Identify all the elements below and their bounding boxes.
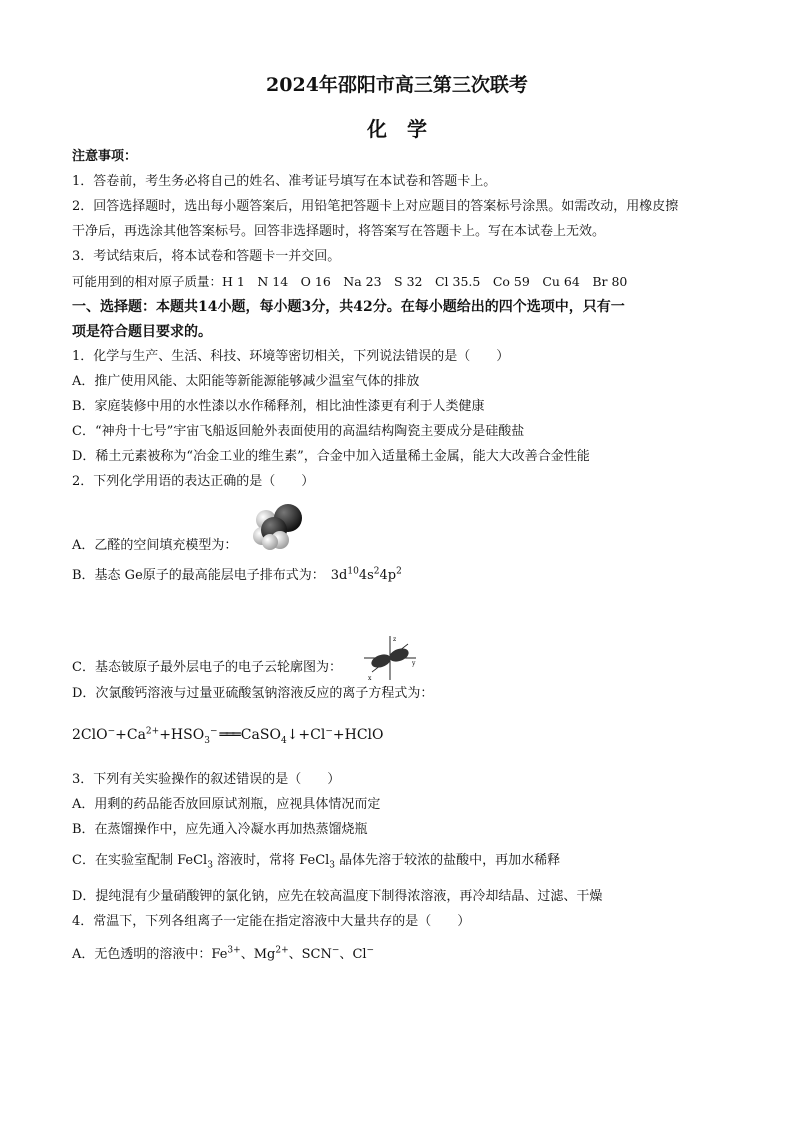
q3-c-sub: 3 xyxy=(207,860,213,871)
q2-option-a xyxy=(72,537,237,555)
eq-part: 2ClO xyxy=(72,727,108,743)
section-1-heading-cont: 项是符合题目要求的。 xyxy=(72,324,212,340)
q1-option-d: D．稀土元素被称为“冶金工业的维生素”，合金中加入适量稀土金属，能大大改善合金性能 xyxy=(72,449,590,464)
q2-option-a-text: A．乙醛的空间填充模型为： xyxy=(72,538,238,553)
eq-sub: 4 xyxy=(280,735,287,746)
ion: Fe xyxy=(211,947,228,962)
q2-option-d: D．次氯酸钙溶液与过量亚硫酸氢钠溶液反应的离子方程式为： xyxy=(72,686,434,701)
eq-sup: − xyxy=(209,726,218,737)
q3-option-d: D．提纯混有少量硝酸钾的氯化钠，应先在较高温度下制得浓溶液，再冷却结晶、过滤、干燥 xyxy=(72,889,603,904)
q4-stem: 4．常温下，下列各组离子一定能在指定溶液中大量共存的是（ ） xyxy=(72,914,471,929)
p-orbital-diagram xyxy=(360,632,420,684)
eq-sup: − xyxy=(107,726,116,737)
ion: Cl xyxy=(352,947,367,962)
q3-c-part: C．在实验室配制 FeCl xyxy=(72,853,208,868)
q2-ionic-equation xyxy=(72,726,383,744)
q3-option-c xyxy=(72,852,560,870)
eq-sup: 2+ xyxy=(145,726,160,737)
ge-config-part: 3d xyxy=(330,568,348,583)
note-1: 1．答卷前，考生务必将自己的姓名、准考证号填写在本试卷和答题卡上。 xyxy=(72,174,497,189)
ge-config-part: 4s xyxy=(358,568,374,583)
ion-charge: − xyxy=(331,945,340,956)
ge-config-sup: 2 xyxy=(373,566,380,577)
q3-c-part: 晶体先溶于较浓的盐酸中，再加水稀释 xyxy=(335,853,561,868)
note-3: 3．考试结束后，将本试卷和答题卡一并交回。 xyxy=(72,249,341,264)
subject-title: 化 学 xyxy=(367,117,427,141)
ge-electron-config xyxy=(331,568,402,583)
ion-charge: − xyxy=(366,945,375,956)
ion: SCN xyxy=(301,947,332,962)
q3-option-b: B．在蒸馏操作中，应先通入冷凝水再加热蒸馏烧瓶 xyxy=(72,822,368,837)
q4-option-a xyxy=(72,946,374,964)
z-axis-label: z xyxy=(393,636,397,643)
eq-sub: 3 xyxy=(204,735,210,746)
exam-title: 2024年邵阳市高三第三次联考 xyxy=(266,74,528,96)
x-axis-label: x xyxy=(368,675,372,682)
eq-sup: − xyxy=(325,726,333,737)
note-2: 2．回答选择题时，选出每小题答案后，用铅笔把答题卡上对应题目的答案标号涂黑。如需改动，用橡皮擦 xyxy=(72,199,679,214)
ion-sep: 、 xyxy=(240,947,254,962)
q4-a-text: A．无色透明的溶液中： xyxy=(72,947,212,962)
q2-option-b-text: B．基态 Ge原子的最高能层电子排布式为： xyxy=(72,568,325,583)
eq-part: CaSO xyxy=(240,727,281,743)
equals-arrow: ═══ xyxy=(219,727,239,743)
q3-option-a: A．用剩的药品能否放回原试剂瓶，应视具体情况而定 xyxy=(72,797,381,812)
eq-part: +HClO xyxy=(332,727,384,743)
eq-part: +Ca xyxy=(115,727,146,743)
ge-config-sup: 2 xyxy=(396,566,402,577)
ge-config-sup: 10 xyxy=(347,566,359,577)
eq-part: ↓+Cl xyxy=(286,727,326,743)
ion-sep: 、 xyxy=(288,947,302,962)
ion: Mg xyxy=(253,947,276,962)
q3-c-part: 溶液时，常将 FeCl xyxy=(212,853,330,868)
ion-charge: 3+ xyxy=(227,945,241,956)
q3-stem: 3．下列有关实验操作的叙述错误的是（ ） xyxy=(72,772,341,787)
section-1-heading: 一、选择题：本题共14小题，每小题3分，共42分。在每小题给出的四个选项中，只有一 xyxy=(72,299,625,315)
q1-stem: 1．化学与生产、生活、科技、环境等密切相关，下列说法错误的是（ ） xyxy=(72,349,510,364)
q1-option-a: A．推广使用风能、太阳能等新能源能够减少温室气体的排放 xyxy=(72,374,420,389)
ion-charge: 2+ xyxy=(275,945,289,956)
eq-part: +HSO xyxy=(159,727,205,743)
atomic-masses: 可能用到的相对原子质量：H 1 N 14 O 16 Na 23 S 32 Cl 35.5 Co 59 Cu 64 Br 80 xyxy=(72,274,628,289)
q3-c-sub: 3 xyxy=(329,860,336,871)
ion-sep: 、 xyxy=(339,947,353,962)
q1-option-b: B．家庭装修中用的水性漆以水作稀释剂，相比油性漆更有利于人类健康 xyxy=(72,399,485,414)
ge-config-part: 4p xyxy=(379,568,397,583)
note-2-cont: 干净后，再选涂其他答案标号。回答非选择题时，将答案写在答题卡上。写在本试卷上无效。 xyxy=(72,224,606,239)
q2-option-b xyxy=(72,567,402,585)
acetaldehyde-space-filling-model-image xyxy=(250,502,306,552)
q2-option-c: C．基态铍原子最外层电子的电子云轮廓图为： xyxy=(72,660,342,675)
notes-heading: 注意事项： xyxy=(72,149,138,164)
q1-option-c: C．“神舟十七号”宇宙飞船返回舱外表面使用的高温结构陶瓷主要成分是硅酸盐 xyxy=(72,424,525,439)
q2-stem: 2．下列化学用语的表达正确的是（ ） xyxy=(72,474,315,489)
y-axis-label: y xyxy=(412,660,416,667)
